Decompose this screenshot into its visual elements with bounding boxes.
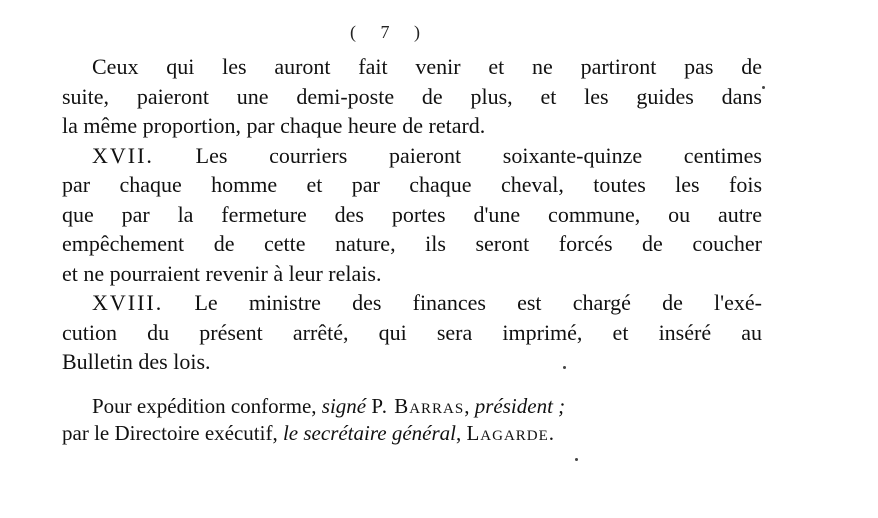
text-line: empêchement de cette nature, ils seront forcés de coucher (62, 231, 762, 256)
signature-prefix: Pour expédition conforme, (92, 394, 322, 418)
text-line: Bulletin des lois. (62, 349, 211, 374)
article-xvii (62, 141, 762, 289)
text-fragment: Les courriers paieront soixante-quinze centimes (195, 142, 762, 168)
signed-word: signé (321, 394, 367, 418)
text-line: la même proportion, par chaque heure de retard. (62, 113, 486, 138)
secretary-title: le secrétaire général (282, 421, 456, 445)
article-xviii (62, 288, 762, 377)
text-line: suite, paieront une demi-poste de plus, et les guides dans (62, 83, 762, 109)
president-name: P. Barras (371, 394, 465, 418)
text-line: cution du présent arrêté, qui sera imprimé, et inséré au (62, 319, 762, 345)
text-line (62, 141, 762, 171)
text-line: que par la fermeture des portes d'une commune, ou autre (62, 201, 762, 227)
article-number: XVII. (92, 142, 154, 168)
text-line (62, 288, 762, 318)
text-line: Ceux qui les auront fait venir et ne partiront pas de (92, 54, 762, 79)
paragraph-continuation (62, 52, 762, 141)
signature-line-2 (62, 420, 762, 447)
text-fragment: Le ministre des finances est chargé de l'exé- (194, 290, 762, 315)
signature-block (62, 393, 762, 447)
ink-speck (575, 458, 578, 461)
page-number: ( 7 ) (350, 22, 430, 42)
president-title: président ; (474, 394, 566, 418)
ink-speck (762, 86, 765, 89)
secretary-name: Lagarde. (466, 421, 556, 445)
text-line: par chaque homme et par chaque cheval, toutes les fois (62, 172, 762, 197)
article-number: XVIII. (92, 290, 164, 315)
ink-speck (563, 366, 566, 369)
text-line: et ne pourraient revenir à leur relais. (62, 260, 382, 286)
separator: , (464, 394, 475, 418)
document-body (62, 52, 762, 377)
separator: , (455, 421, 467, 445)
signature-prefix: par le Directoire exécutif, (62, 421, 283, 445)
signature-line-1 (62, 393, 762, 420)
